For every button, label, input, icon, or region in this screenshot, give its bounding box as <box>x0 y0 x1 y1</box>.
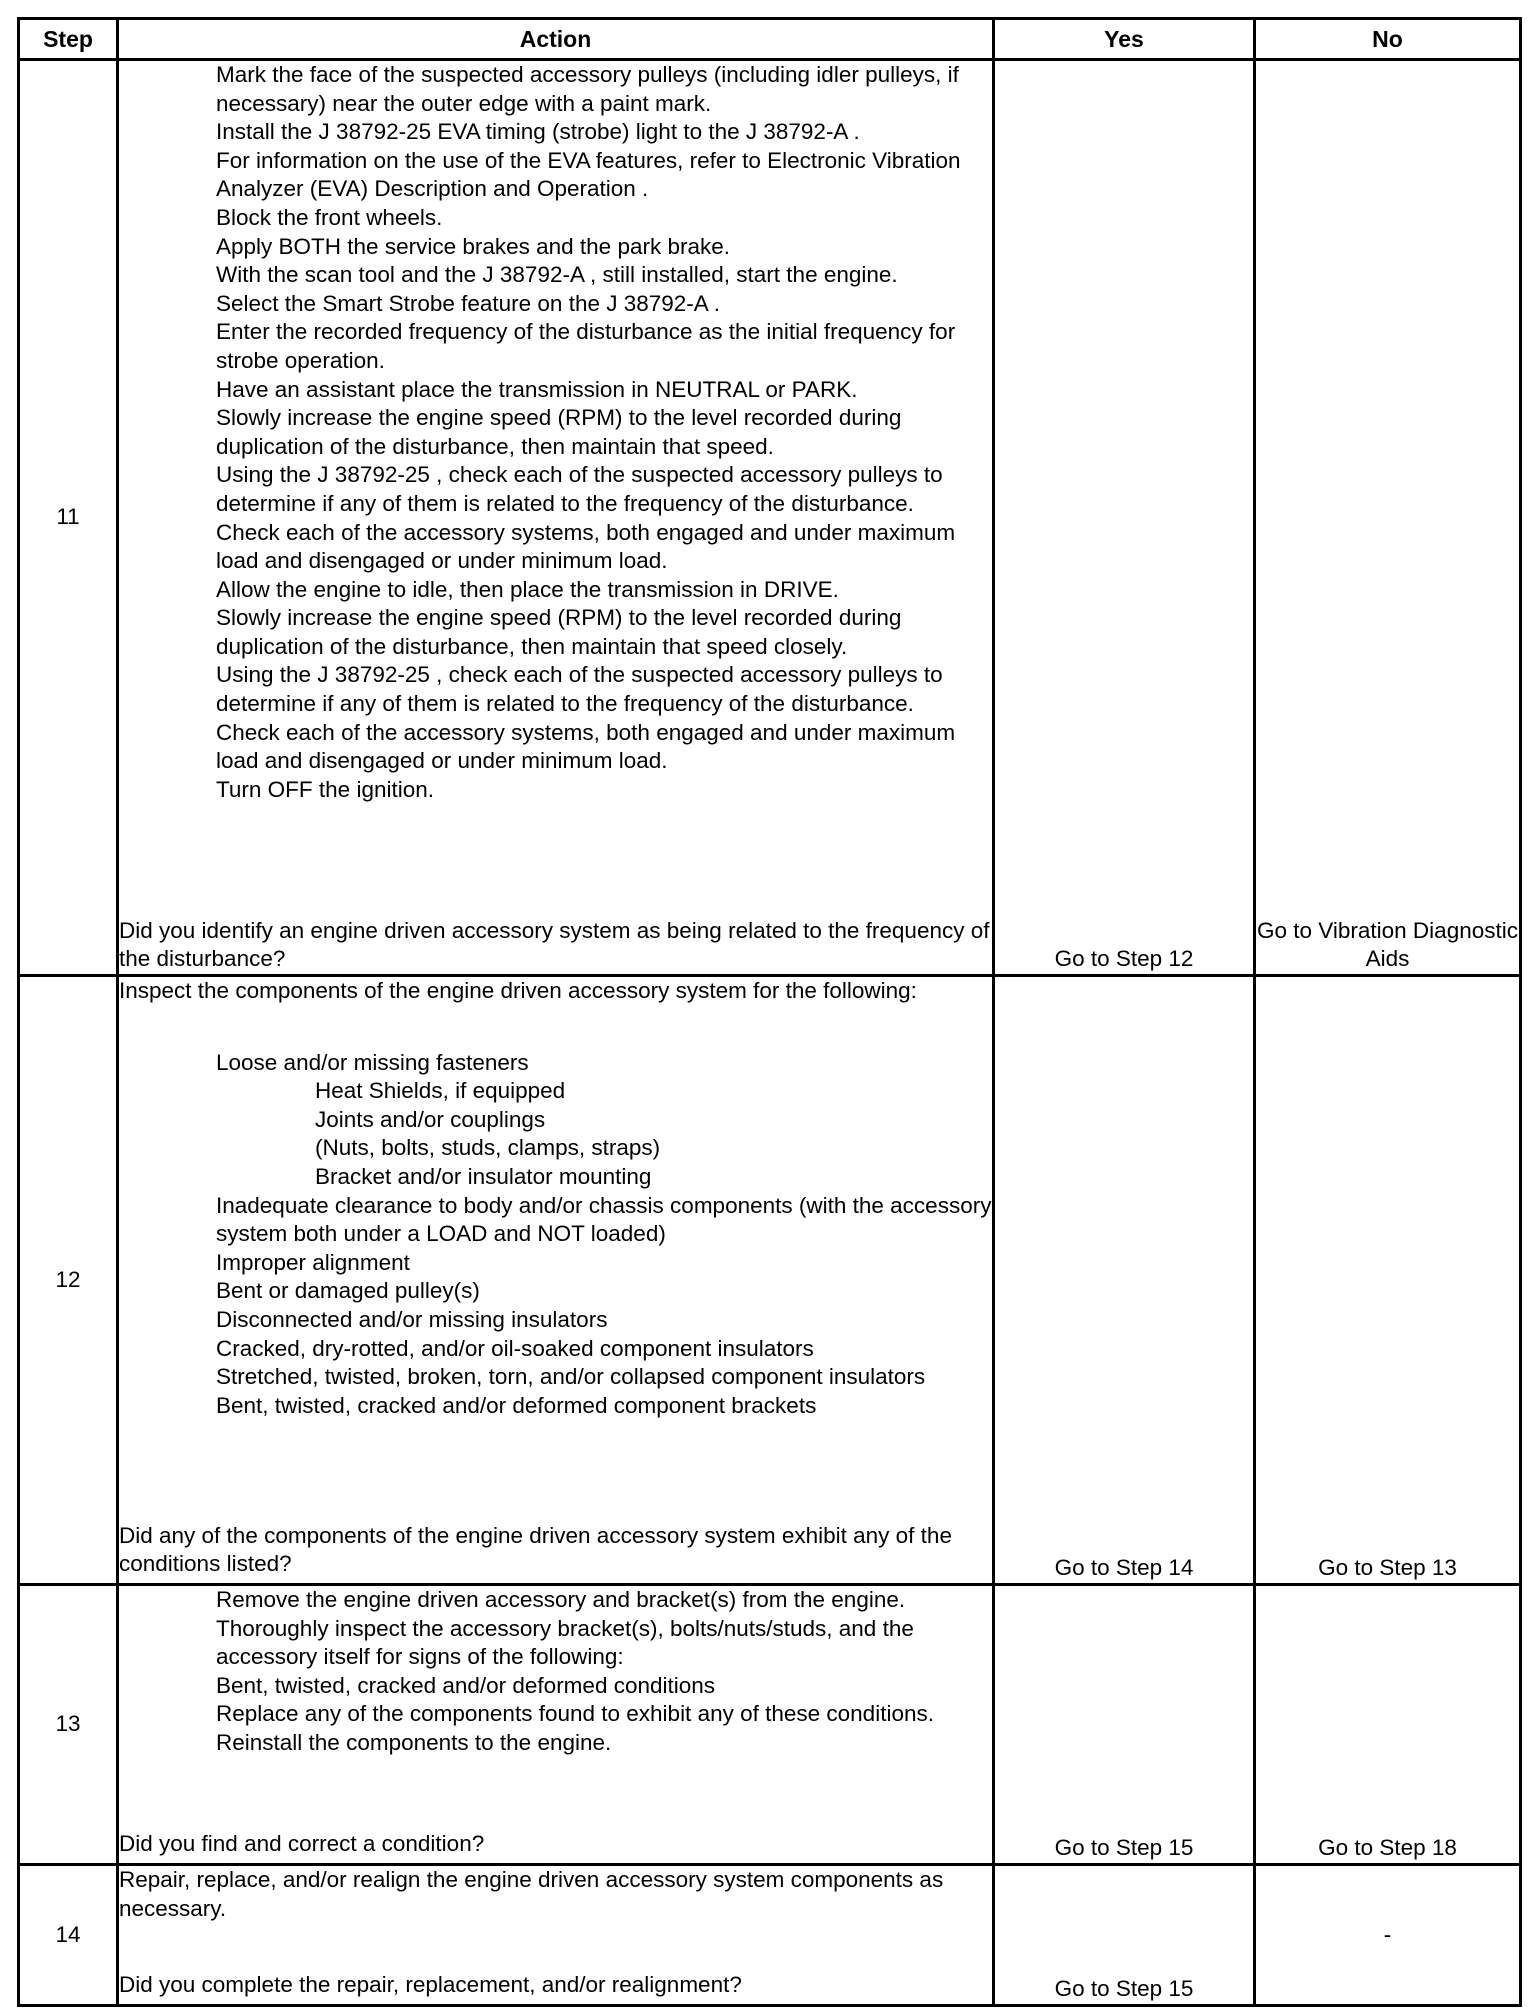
condition-item: Inadequate clearance to body and/or chassis components (with the accessory system both under a LOAD and NOT loaded) <box>216 1192 992 1247</box>
header-action: Action <box>118 19 994 60</box>
header-yes: Yes <box>994 19 1255 60</box>
instruction-item: Turn OFF the ignition. <box>216 776 435 802</box>
instruction-list <box>119 1586 992 1758</box>
instruction-item: Check each of the accessory systems, both engaged and under maximum load and disengaged or under minimum load. <box>216 519 956 574</box>
condition-item: Stretched, twisted, broken, torn, and/or collapsed component insulators <box>216 1364 926 1390</box>
instruction-item: Block the front wheels. <box>216 204 443 230</box>
header-step: Step <box>19 19 118 60</box>
instruction-item: Slowly increase the engine speed (RPM) to the level recorded during duplication of the disturbance, then maintain that speed. <box>216 405 902 459</box>
instruction-item: Select the Smart Strobe feature on the J 38792-A . <box>216 290 721 316</box>
instruction-item: Slowly increase the engine speed (RPM) to the level recorded during duplication of the disturbance, then maintain that speed closely. <box>216 605 902 659</box>
condition-item-label: Loose and/or missing fasteners <box>216 1049 529 1075</box>
condition-item: Improper alignment <box>216 1249 410 1275</box>
instruction-item: Allow the engine to idle, then place the transmission in DRIVE. <box>216 576 839 602</box>
step-number: 13 <box>19 1585 118 1865</box>
instruction-item: Using the J 38792-25 , check each of the suspected accessory pulleys to determine if any of them is related to the frequency of the disturbance. <box>216 462 943 516</box>
instruction-item: Remove the engine driven accessory and bracket(s) from the engine. <box>216 1587 906 1612</box>
action-cell <box>118 1865 994 2006</box>
table-row-step-13 <box>19 1585 1521 1865</box>
yes-outcome: Go to Step 12 <box>994 60 1255 976</box>
header-no: No <box>1255 19 1521 60</box>
diagnostic-table <box>17 17 1522 2007</box>
header-row <box>19 19 1521 60</box>
action-cell <box>118 60 994 976</box>
instruction-item: With the scan tool and the J 38792-A , still installed, start the engine. <box>216 262 898 288</box>
question-text: Did you complete the repair, replacement, and/or realignment? <box>119 1972 742 1998</box>
table-row-step-12 <box>19 976 1521 1585</box>
instruction-item: Thoroughly inspect the accessory bracket(s), bolts/nuts/studs, and the accessory itself for signs of the following: <box>216 1615 914 1670</box>
condition-item: Disconnected and/or missing insulators <box>216 1306 608 1332</box>
step-number: 14 <box>19 1865 118 2006</box>
table-row-step-14 <box>19 1865 1521 2006</box>
condition-item <box>216 1049 992 1192</box>
condition-sub-item: Heat Shields, if equipped <box>315 1078 566 1104</box>
instruction-item: For information on the use of the EVA features, refer to Electronic Vibration Analyzer (EVA) Description and Operation . <box>216 147 961 202</box>
step-number: 12 <box>19 976 118 1585</box>
instruction-item: Apply BOTH the service brakes and the park brake. <box>216 233 730 259</box>
no-outcome: Go to Step 18 <box>1255 1585 1521 1865</box>
condition-sub-item: (Nuts, bolts, studs, clamps, straps) <box>315 1135 661 1161</box>
condition-item: Bent or damaged pulley(s) <box>216 1278 480 1304</box>
instruction-item: Replace any of the components found to exhibit any of these conditions. <box>216 1701 934 1727</box>
table-row-step-11 <box>19 60 1521 976</box>
instruction-item: Bent, twisted, cracked and/or deformed conditions <box>216 1672 716 1698</box>
condition-list <box>119 1049 992 1421</box>
no-outcome: Go to Step 13 <box>1255 976 1521 1585</box>
question-text: Did any of the components of the engine driven accessory system exhibit any of the conditions listed? <box>119 1522 952 1577</box>
condition-sub-item: Bracket and/or insulator mounting <box>315 1163 652 1189</box>
condition-item: Cracked, dry-rotted, and/or oil-soaked component insulators <box>216 1335 814 1361</box>
instruction-item: Install the J 38792-25 EVA timing (strobe) light to the J 38792-A . <box>216 119 860 145</box>
instruction-item: Have an assistant place the transmission in NEUTRAL or PARK. <box>216 376 858 402</box>
question-text: Did you identify an engine driven accessory system as being related to the frequency of the disturbance? <box>119 917 990 972</box>
instruction-item: Mark the face of the suspected accessory pulleys (including idler pulleys, if necessary) near the outer edge with a paint mark. <box>216 62 959 116</box>
question-text: Did you find and correct a condition? <box>119 1831 485 1857</box>
instruction-item: Reinstall the components to the engine. <box>216 1729 612 1755</box>
intro-text: Inspect the components of the engine driven accessory system for the following: <box>119 978 917 1003</box>
condition-item: Bent, twisted, cracked and/or deformed component brackets <box>216 1392 817 1418</box>
intro-text: Repair, replace, and/or realign the engine driven accessory system components as necessary. <box>119 1867 944 1921</box>
step-number: 11 <box>19 60 118 976</box>
condition-sub-list <box>216 1077 992 1191</box>
yes-outcome: Go to Step 15 <box>994 1585 1255 1865</box>
action-cell <box>118 1585 994 1865</box>
instruction-list <box>119 61 992 804</box>
yes-outcome: Go to Step 15 <box>994 1865 1255 2006</box>
instruction-item: Enter the recorded frequency of the disturbance as the initial frequency for strobe operation. <box>216 319 956 373</box>
no-outcome: - <box>1255 1865 1521 2006</box>
yes-outcome: Go to Step 14 <box>994 976 1255 1585</box>
instruction-item: Using the J 38792-25 , check each of the suspected accessory pulleys to determine if any of them is related to the frequency of the disturbance. <box>216 662 943 717</box>
instruction-item: Check each of the accessory systems, both engaged and under maximum load and disengaged or under minimum load. <box>216 719 956 774</box>
action-cell <box>118 976 994 1585</box>
no-outcome: Go to Vibration Diagnostic Aids <box>1255 60 1521 976</box>
condition-sub-item: Joints and/or couplings <box>315 1106 546 1132</box>
